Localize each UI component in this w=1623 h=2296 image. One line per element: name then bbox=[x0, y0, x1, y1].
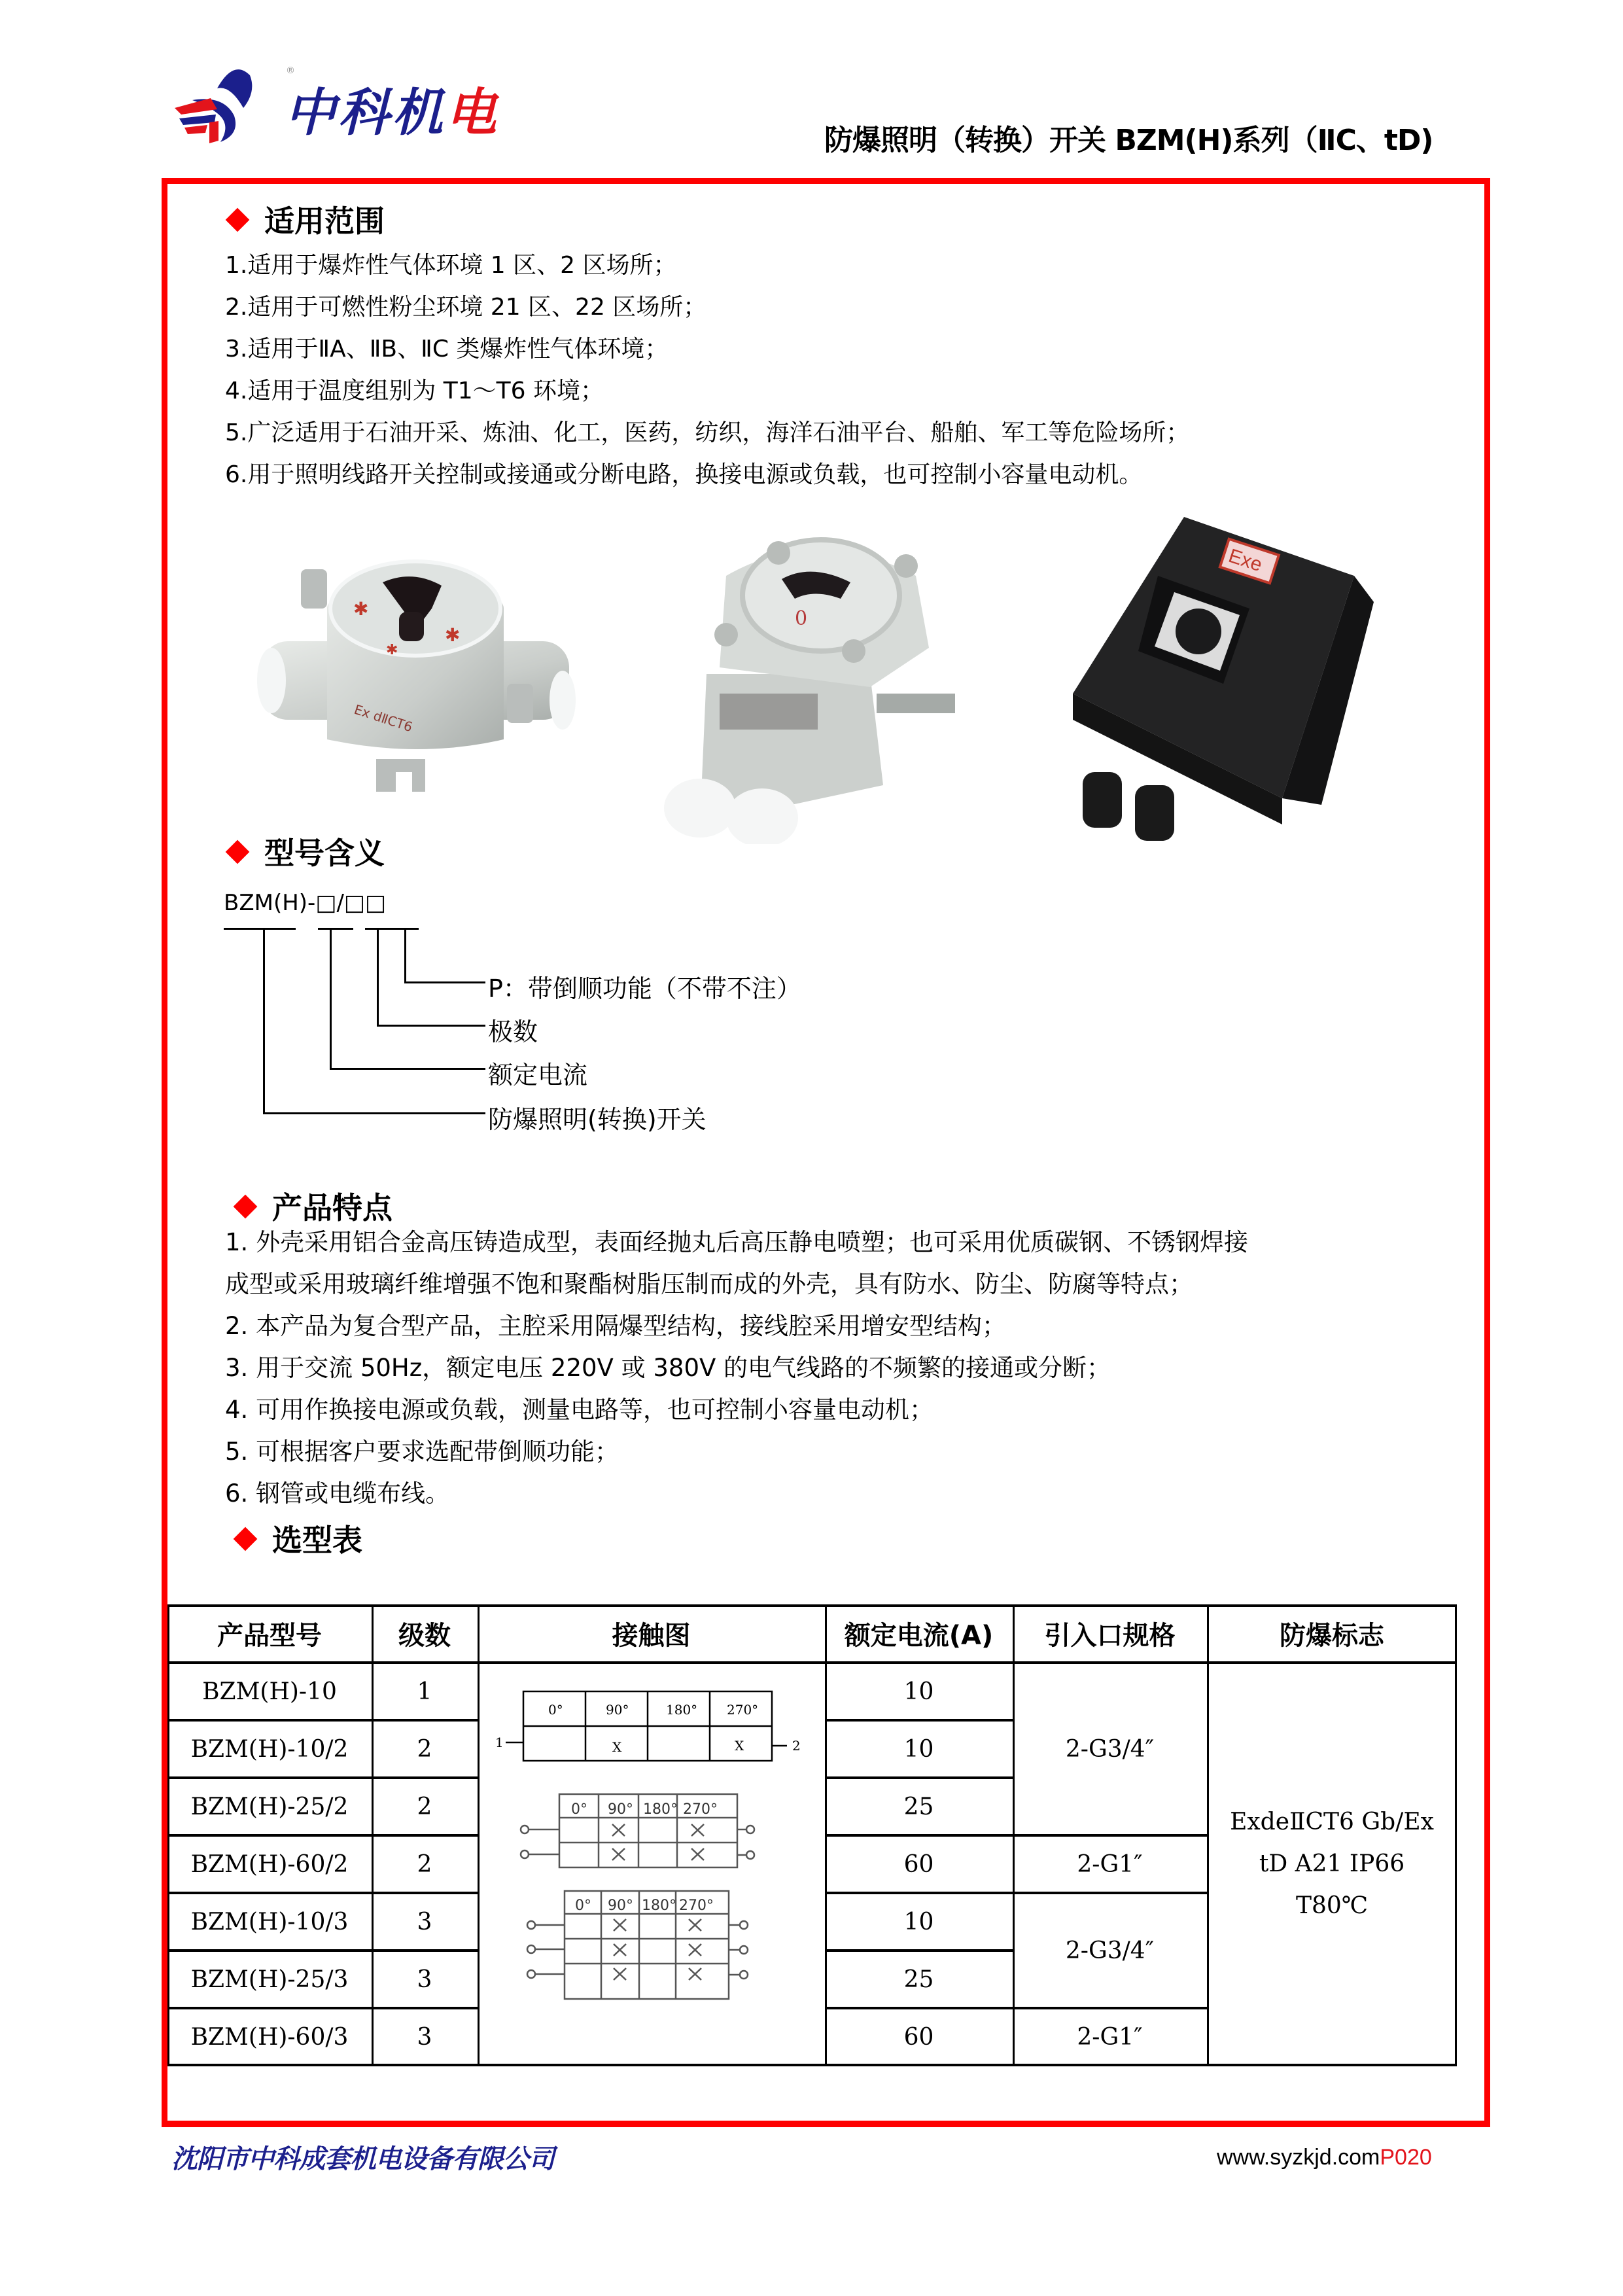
logo-wordmark bbox=[285, 72, 499, 145]
contact-diagram-3-pole bbox=[480, 1663, 825, 2065]
section-model-label: 型号含义 bbox=[264, 836, 385, 871]
svg-text:0°: 0° bbox=[548, 1702, 563, 1718]
logo-wordmark-red: 电 bbox=[445, 84, 500, 143]
diamond-bullet-icon bbox=[234, 1527, 258, 1551]
section-features-title bbox=[237, 1184, 393, 1227]
svg-text:90°: 90° bbox=[608, 1898, 633, 1914]
section-selection-title bbox=[237, 1517, 362, 1560]
svg-text:180°: 180° bbox=[642, 1898, 676, 1914]
meaning-label-reverse-function: P：带倒顺功能（不带不注） bbox=[488, 974, 801, 1003]
footer-website bbox=[1217, 2145, 1432, 2170]
cell-model: BZM(H)-60/3 bbox=[190, 2023, 349, 2051]
svg-text:Ex dⅡCT6: Ex dⅡCT6 bbox=[352, 701, 415, 735]
table-header-ex-marking: 防爆标志 bbox=[1280, 1620, 1384, 1651]
cell-entry-spec: 2-G3/4″ bbox=[1065, 1937, 1155, 1964]
svg-text:180°: 180° bbox=[666, 1702, 698, 1718]
scope-item: 2.适用于可燃性粉尘环境 21 区、22 区场所； bbox=[225, 294, 707, 321]
feature-item: 5. 可根据客户要求选配带倒顺功能； bbox=[225, 1438, 620, 1466]
svg-text:X: X bbox=[612, 1739, 622, 1755]
cell-current: 10 bbox=[903, 1735, 934, 1763]
meaning-label-poles: 极数 bbox=[488, 1017, 538, 1046]
cell-model: BZM(H)-60/2 bbox=[190, 1850, 349, 1878]
cell-poles: 2 bbox=[417, 1850, 432, 1878]
cell-poles: 2 bbox=[417, 1735, 432, 1763]
company-name: 沈阳市中科成套机电设备有限公司 bbox=[171, 2144, 554, 2174]
table-header-entry-spec: 引入口规格 bbox=[1044, 1620, 1176, 1651]
registered-mark: ® bbox=[286, 65, 295, 76]
cell-current: 25 bbox=[903, 1793, 934, 1820]
feature-item: 1. 外壳采用铝合金高压铸造成型，表面经抛丸后高压静电喷塑；也可采用优质碳钢、不锈钢焊接 bbox=[225, 1228, 1249, 1256]
svg-text:270°: 270° bbox=[679, 1898, 714, 1914]
product-photo-round-switch bbox=[255, 550, 595, 792]
section-scope-title bbox=[229, 198, 385, 241]
cell-model: BZM(H)-10/2 bbox=[190, 1735, 349, 1763]
scope-item: 1.适用于爆炸性气体环境 1 区、2 区场所； bbox=[225, 252, 677, 279]
diamond-bullet-icon bbox=[226, 839, 250, 864]
cell-current: 60 bbox=[903, 1850, 934, 1878]
svg-text:X: X bbox=[735, 1738, 744, 1754]
cell-current: 25 bbox=[903, 1966, 934, 1993]
feature-item: 6. 钢管或电缆布线。 bbox=[225, 1479, 450, 1508]
diamond-bullet-icon bbox=[226, 207, 250, 232]
svg-text:2: 2 bbox=[792, 1738, 801, 1754]
cell-poles: 3 bbox=[417, 1966, 432, 1993]
cell-current: 10 bbox=[903, 1908, 934, 1935]
feature-item: 成型或采用玻璃纤维增强不饱和聚酯树脂压制而成的外壳，具有防水、防尘、防腐等特点； bbox=[225, 1270, 1193, 1298]
model-code-pattern: BZM(H)-□/□□ bbox=[224, 890, 387, 916]
table-header-poles: 级数 bbox=[398, 1620, 451, 1651]
scope-item: 3.适用于ⅡA、ⅡB、ⅡC 类爆炸性气体环境； bbox=[225, 336, 669, 362]
scope-item: 5.广泛适用于石油开采、炼油、化工，医药，纺织，海洋石油平台、船舶、军工等危险场所； bbox=[225, 419, 1190, 446]
svg-text:✱: ✱ bbox=[386, 642, 398, 658]
feature-item: 4. 可用作换接电源或负载，测量电路等，也可控制小容量电动机； bbox=[225, 1396, 934, 1424]
product-photo-terminal-box-switch bbox=[654, 517, 981, 844]
meaning-label-switch-type: 防爆照明(转换)开关 bbox=[488, 1105, 707, 1134]
svg-text:1: 1 bbox=[495, 1735, 504, 1750]
product-photo-black-box-switch bbox=[1047, 497, 1387, 851]
table-header-contact-diagram: 接触图 bbox=[612, 1620, 691, 1651]
section-model-title bbox=[229, 830, 385, 873]
cell-entry-spec: 2-G3/4″ bbox=[1065, 1735, 1155, 1763]
scope-item: 6.用于照明线路开关控制或接通或分断电路，换接电源或负载，也可控制小容量电动机。 bbox=[225, 461, 1143, 488]
cell-entry-spec: 2-G1″ bbox=[1077, 1850, 1143, 1878]
svg-text:0: 0 bbox=[795, 607, 808, 630]
table-header-model: 产品型号 bbox=[217, 1620, 322, 1651]
cell-current: 60 bbox=[903, 2023, 934, 2051]
table-header-rated-current: 额定电流(A) bbox=[844, 1620, 994, 1651]
section-selection-label: 选型表 bbox=[272, 1523, 362, 1558]
cell-current: 10 bbox=[903, 1678, 934, 1705]
cell-poles: 1 bbox=[417, 1678, 432, 1705]
contact-diagrams bbox=[480, 1663, 825, 2065]
cell-poles: 2 bbox=[417, 1793, 432, 1820]
logo-swoosh-icon bbox=[171, 62, 289, 144]
ex-marking-line: T80℃ bbox=[1295, 1892, 1369, 1919]
cell-ex-marking bbox=[1207, 1663, 1457, 2065]
svg-text:180°: 180° bbox=[643, 1801, 678, 1818]
meaning-label-rated-current: 额定电流 bbox=[488, 1061, 588, 1089]
svg-text:✱: ✱ bbox=[353, 598, 369, 620]
document-title: 防爆照明（转换）开关 BZM(H)系列（ⅡC、tD) bbox=[824, 124, 1433, 157]
svg-text:0°: 0° bbox=[571, 1801, 587, 1818]
svg-text:90°: 90° bbox=[606, 1702, 629, 1718]
cell-model: BZM(H)-25/3 bbox=[190, 1966, 349, 1993]
diamond-bullet-icon bbox=[234, 1194, 258, 1218]
website-link[interactable]: www.syzkjd.com bbox=[1217, 2145, 1380, 2170]
cell-entry-spec: 2-G1″ bbox=[1077, 2023, 1143, 2051]
page-number: P020 bbox=[1380, 2145, 1432, 2170]
cell-model: BZM(H)-25/2 bbox=[190, 1793, 349, 1820]
svg-text:✱: ✱ bbox=[445, 624, 461, 646]
svg-text:270°: 270° bbox=[683, 1801, 718, 1818]
svg-text:90°: 90° bbox=[608, 1801, 633, 1818]
svg-text:Exe: Exe bbox=[1226, 544, 1265, 576]
section-features-label: 产品特点 bbox=[272, 1190, 393, 1226]
feature-item: 3. 用于交流 50Hz，额定电压 220V 或 380V 的电气线路的不频繁的接通或分断； bbox=[225, 1354, 1111, 1382]
ex-marking-line: tD A21 IP66 bbox=[1259, 1850, 1405, 1877]
svg-text:270°: 270° bbox=[727, 1702, 759, 1718]
svg-text:0°: 0° bbox=[575, 1898, 591, 1914]
cell-model: BZM(H)-10/3 bbox=[190, 1908, 349, 1935]
ex-marking-line: ExdeⅡCT6 Gb/Ex bbox=[1230, 1809, 1434, 1835]
scope-item: 4.适用于温度组别为 T1～T6 环境； bbox=[225, 378, 604, 404]
cell-poles: 3 bbox=[417, 1908, 432, 1935]
feature-item: 2. 本产品为复合型产品，主腔采用隔爆型结构，接线腔采用增安型结构； bbox=[225, 1312, 1007, 1340]
cell-model: BZM(H)-10 bbox=[202, 1678, 337, 1705]
selection-table bbox=[167, 1604, 1457, 2066]
cell-poles: 3 bbox=[417, 2023, 432, 2051]
section-scope-label: 适用范围 bbox=[264, 203, 385, 239]
logo-wordmark-main: 中科机 bbox=[285, 84, 446, 143]
